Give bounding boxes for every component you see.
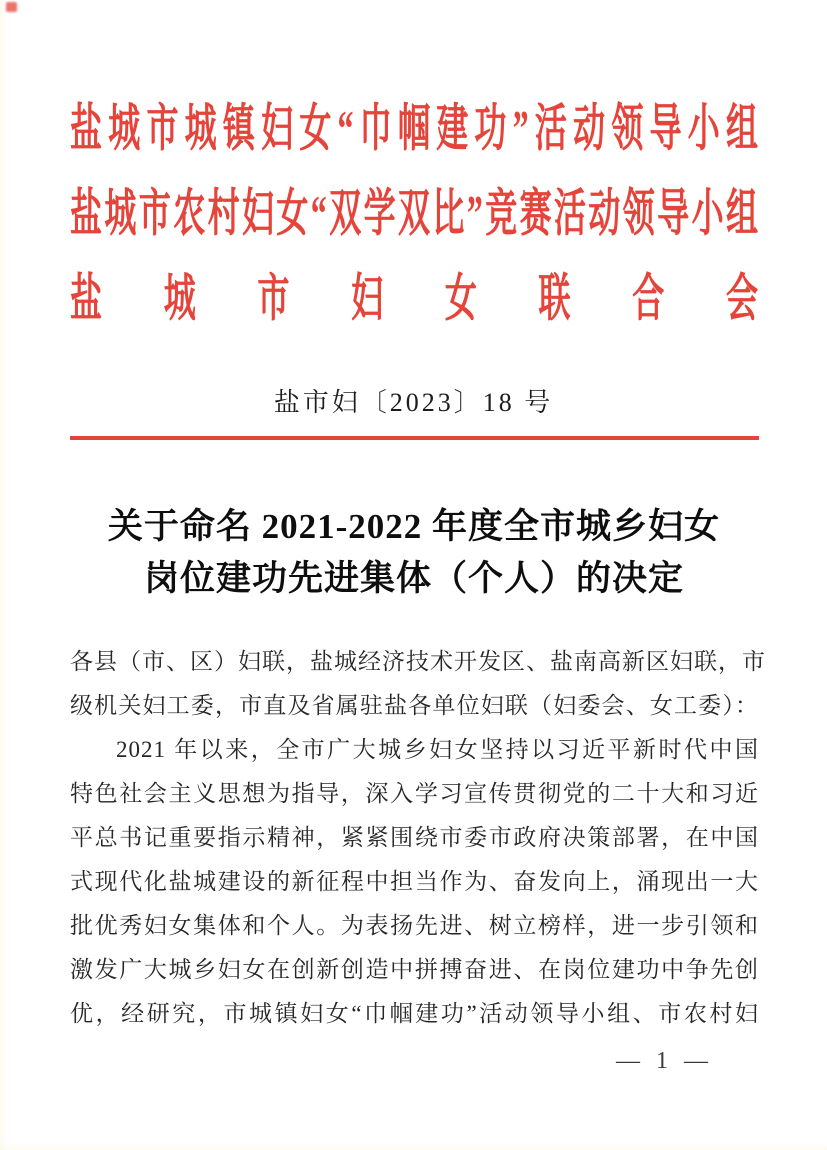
document-title-line-2: 岗位建功先进集体（个人）的决定 [143, 559, 684, 598]
body-line-2: 级机关妇工委，市直及省属驻盐各单位妇联（妇委会、女工委）： [70, 693, 759, 718]
page-number: — 1 — [616, 1048, 713, 1074]
body-line-6: 式现代化盐城建设的新征程中担当作为、奋发向上，涌现出一大 [70, 869, 759, 894]
document-title-line-1: 关于命名 2021-2022 年度全市城乡妇女 [107, 507, 721, 546]
body-line-9: 优，经研究，市城镇妇女“巾帼建功”活动领导小组、市农村妇 [70, 1001, 759, 1026]
scan-edge-tint-left [0, 0, 7, 1150]
body-line-8: 激发广大城乡妇女在创新创造中拼搏奋进、在岗位建功中争先创 [70, 957, 759, 982]
body-line-4: 特色社会主义思想为指导，深入学习宣传贯彻党的二十大和习近 [70, 781, 759, 806]
scan-edge-tint-bottom [0, 1142, 827, 1150]
body-line-7: 批优秀妇女集体和个人。为表扬先进、树立榜样，进一步引领和 [70, 913, 759, 938]
body-line-1: 各县（市、区）妇联，盐城经济技术开发区、盐南高新区妇联，市 [70, 649, 766, 674]
document-title [42, 501, 786, 605]
red-divider-line [70, 436, 759, 440]
document-number: 盐市妇〔2023〕18 号 [273, 388, 554, 417]
letterhead-org-line-2: 盐城市农村妇女“双学双比”竞赛活动领导小组 [70, 183, 758, 242]
letterhead [70, 86, 758, 341]
body-line-5: 平总书记重要指示精神，紧紧围绕市委市政府决策部署，在中国 [70, 825, 759, 850]
scan-artifact-mark [6, 2, 17, 12]
letterhead-org-line-3: 盐城市妇女联合会 [70, 268, 758, 327]
body-line-3: 2021 年以来，全市广大城乡妇女坚持以习近平新时代中国 [116, 737, 759, 762]
document-body [70, 640, 766, 1036]
letterhead-org-line-1: 盐城市城镇妇女“巾帼建功”活动领导小组 [70, 98, 758, 157]
